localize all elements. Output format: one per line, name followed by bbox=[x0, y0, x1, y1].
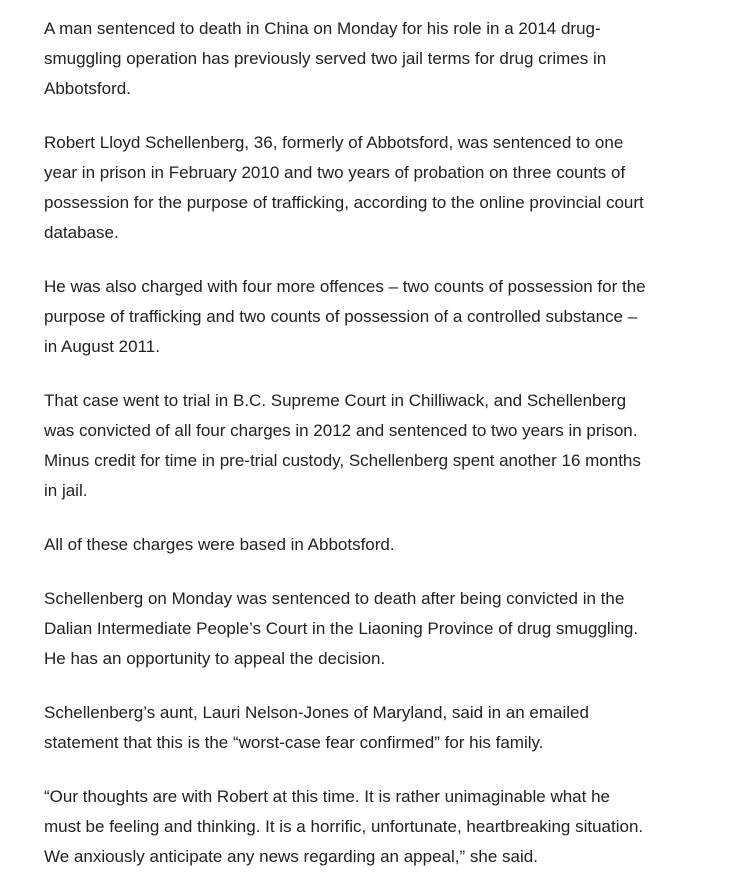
article-paragraph-3 bbox=[44, 272, 699, 362]
paragraph-line: in jail. bbox=[44, 481, 88, 500]
paragraph-line: statement that this is the “worst-case fear confirmed” for his family. bbox=[44, 733, 544, 752]
paragraph-line: Robert Lloyd Schellenberg, 36, formerly of Abbotsford, was sentenced to one bbox=[44, 133, 624, 152]
article-paragraph-8 bbox=[44, 782, 699, 872]
paragraph-line: database. bbox=[44, 223, 119, 242]
article-body bbox=[44, 14, 699, 896]
article-paragraph-7 bbox=[44, 698, 699, 758]
paragraph-line: in August 2011. bbox=[44, 337, 160, 356]
paragraph-line: Schellenberg’s aunt, Lauri Nelson-Jones of Maryland, said in an emailed bbox=[44, 703, 589, 722]
article-paragraph-4 bbox=[44, 386, 699, 506]
paragraph-line: Dalian Intermediate People’s Court in the Liaoning Province of drug smuggling. bbox=[44, 619, 639, 638]
paragraph-line: year in prison in February 2010 and two years of probation on three counts of bbox=[44, 163, 626, 182]
paragraph-line: smuggling operation has previously served two jail terms for drug crimes in bbox=[44, 49, 607, 68]
article-paragraph-1 bbox=[44, 14, 699, 104]
paragraph-line: He was also charged with four more offences – two counts of possession for the bbox=[44, 277, 646, 296]
paragraph-line: was convicted of all four charges in 2012 and sentenced to two years in prison. bbox=[44, 421, 638, 440]
article-paragraph-5 bbox=[44, 530, 699, 560]
paragraph-line: Abbotsford. bbox=[44, 79, 131, 98]
paragraph-line: Schellenberg on Monday was sentenced to death after being convicted in the bbox=[44, 589, 625, 608]
paragraph-line: A man sentenced to death in China on Monday for his role in a 2014 drug- bbox=[44, 19, 601, 38]
paragraph-line: possession for the purpose of trafficking, according to the online provincial court bbox=[44, 193, 644, 212]
paragraph-line: purpose of trafficking and two counts of possession of a controlled substance – bbox=[44, 307, 638, 326]
article-paragraph-6 bbox=[44, 584, 699, 674]
paragraph-line: He has an opportunity to appeal the decision. bbox=[44, 649, 386, 668]
article-paragraph-2 bbox=[44, 128, 699, 248]
paragraph-line: must be feeling and thinking. It is a horrific, unfortunate, heartbreaking situation. bbox=[44, 817, 644, 836]
paragraph-line: “Our thoughts are with Robert at this time. It is rather unimaginable what he bbox=[44, 787, 610, 806]
paragraph-line: All of these charges were based in Abbotsford. bbox=[44, 535, 395, 554]
paragraph-line: That case went to trial in B.C. Supreme Court in Chilliwack, and Schellenberg bbox=[44, 391, 627, 410]
paragraph-line: Minus credit for time in pre-trial custody, Schellenberg spent another 16 months bbox=[44, 451, 641, 470]
paragraph-line: We anxiously anticipate any news regarding an appeal,” she said. bbox=[44, 847, 538, 866]
